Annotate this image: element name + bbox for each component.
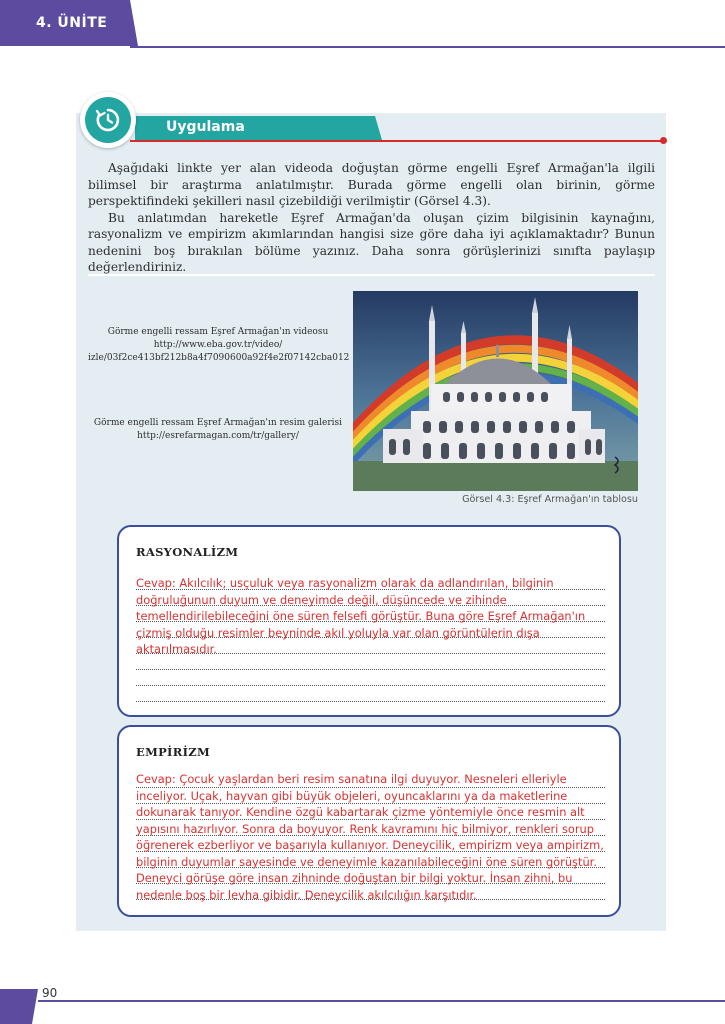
- mosque-painting: [353, 291, 638, 491]
- answer-line: [136, 701, 605, 702]
- gallery-link-url[interactable]: http://esrefarmagan.com/tr/gallery/: [137, 431, 299, 441]
- section-underline: [130, 140, 664, 142]
- answer-line: [136, 685, 605, 686]
- divider: [88, 274, 655, 276]
- empirizm-answer[interactable]: Cevap: Çocuk yaşlardan beri resim sanatına ilgi duyuyor. Nesneleri elleriyle inceliyor. Uçak, hayvan gibi büyük objeleri, oyuncaklarını ya da maketlerine dokunarak tanıyor. Kendine özgü kabartarak çizme yöntemiyle önce resmin alt yapısını hazırlıyor. Sonra da boyuyor. Renk kavramını hiç bilmiyor, renkleri sorup öğrenerek ezberliyor ve başarıyla kullanıyor. Deneycilik, empirizm veya ampirizm, bilginin duyumlar sayesinde ve deneyimle kazanılabileceğini öne süren görüştür. Deneyci görüşe göre insan zihninde doğuştan bir bilgi yoktur. İnsan zihni, bu nedenle boş bir levha gibidir. Deneycilik akılcılığın karşıtıdır.: [136, 772, 604, 902]
- page-number-tab: [0, 989, 38, 1024]
- intro-paragraph-1: Aşağıdaki linkte yer alan videoda doğuştan görme engelli Eşref Armağan'la ilgili bilimsel bir araştırma anlatılmıştır. Burada görme engelli olan birinin, görme perspektifindeki şekilleri nasıl çizebildiği verilmiştir (Görsel 4.3).: [88, 161, 655, 208]
- video-link-url-1[interactable]: http://www.eba.gov.tr/video/: [153, 340, 283, 350]
- empirizm-title: EMPİRİZM: [136, 745, 210, 759]
- empirizm-box: [117, 725, 621, 917]
- video-link-block: [88, 326, 348, 365]
- section-badge: [85, 97, 131, 143]
- footer-rule: [38, 1000, 725, 1002]
- rasyonalizm-box: [117, 525, 621, 717]
- intro-paragraph-2: Bu anlatımdan hareketle Eşref Armağan'da oluşan çizim bilgisinin kaynağını, rasyonalizm ve empirizm akımlarından hangisi size göre daha iyi açıklamaktadır? Bunun nedenini boş bırakılan bölüme yazınız. Daha sonra görüşlerinizi sınıfta paylaşıp değerlendiriniz.: [88, 210, 655, 274]
- figure-caption: Görsel 4.3: Eşref Armağan'ın tablosu: [462, 494, 638, 505]
- rasyonalizm-answer[interactable]: Cevap: Akılcılık; usçuluk veya rasyonalizm olarak da adlandırılan, bilginin doğruluğunun duyum ve deneyimde değil, düşüncede ve zihinde temellendirilebileceğini öne süren felsefi görüştür. Buna göre Eşref Armağan'ın çizmiş olduğu resimler beyninde akıl yoluyla var olan görüntülerin dışa aktarılmasıdır.: [136, 576, 586, 656]
- section-underline-dot: [660, 137, 667, 144]
- section-title: Uygulama: [166, 119, 245, 135]
- video-link-label: Görme engelli ressam Eşref Armağan'ın videosu: [107, 327, 329, 337]
- gallery-link-block: [88, 417, 348, 443]
- intro-text: [88, 160, 655, 276]
- unit-title: 4. ÜNİTE: [36, 15, 108, 31]
- answer-line: [136, 669, 605, 670]
- header-rule: [130, 46, 725, 48]
- clock-icon: [94, 106, 122, 134]
- video-link-url-2[interactable]: izle/03f2ce413bf212b8a4f7090600a92f4e2f07142cba012: [88, 353, 350, 363]
- page-number: 90: [42, 986, 58, 1000]
- rasyonalizm-title: RASYONALİZM: [136, 545, 239, 559]
- gallery-link-label: Görme engelli ressam Eşref Armağan'ın resim galerisi: [93, 418, 343, 428]
